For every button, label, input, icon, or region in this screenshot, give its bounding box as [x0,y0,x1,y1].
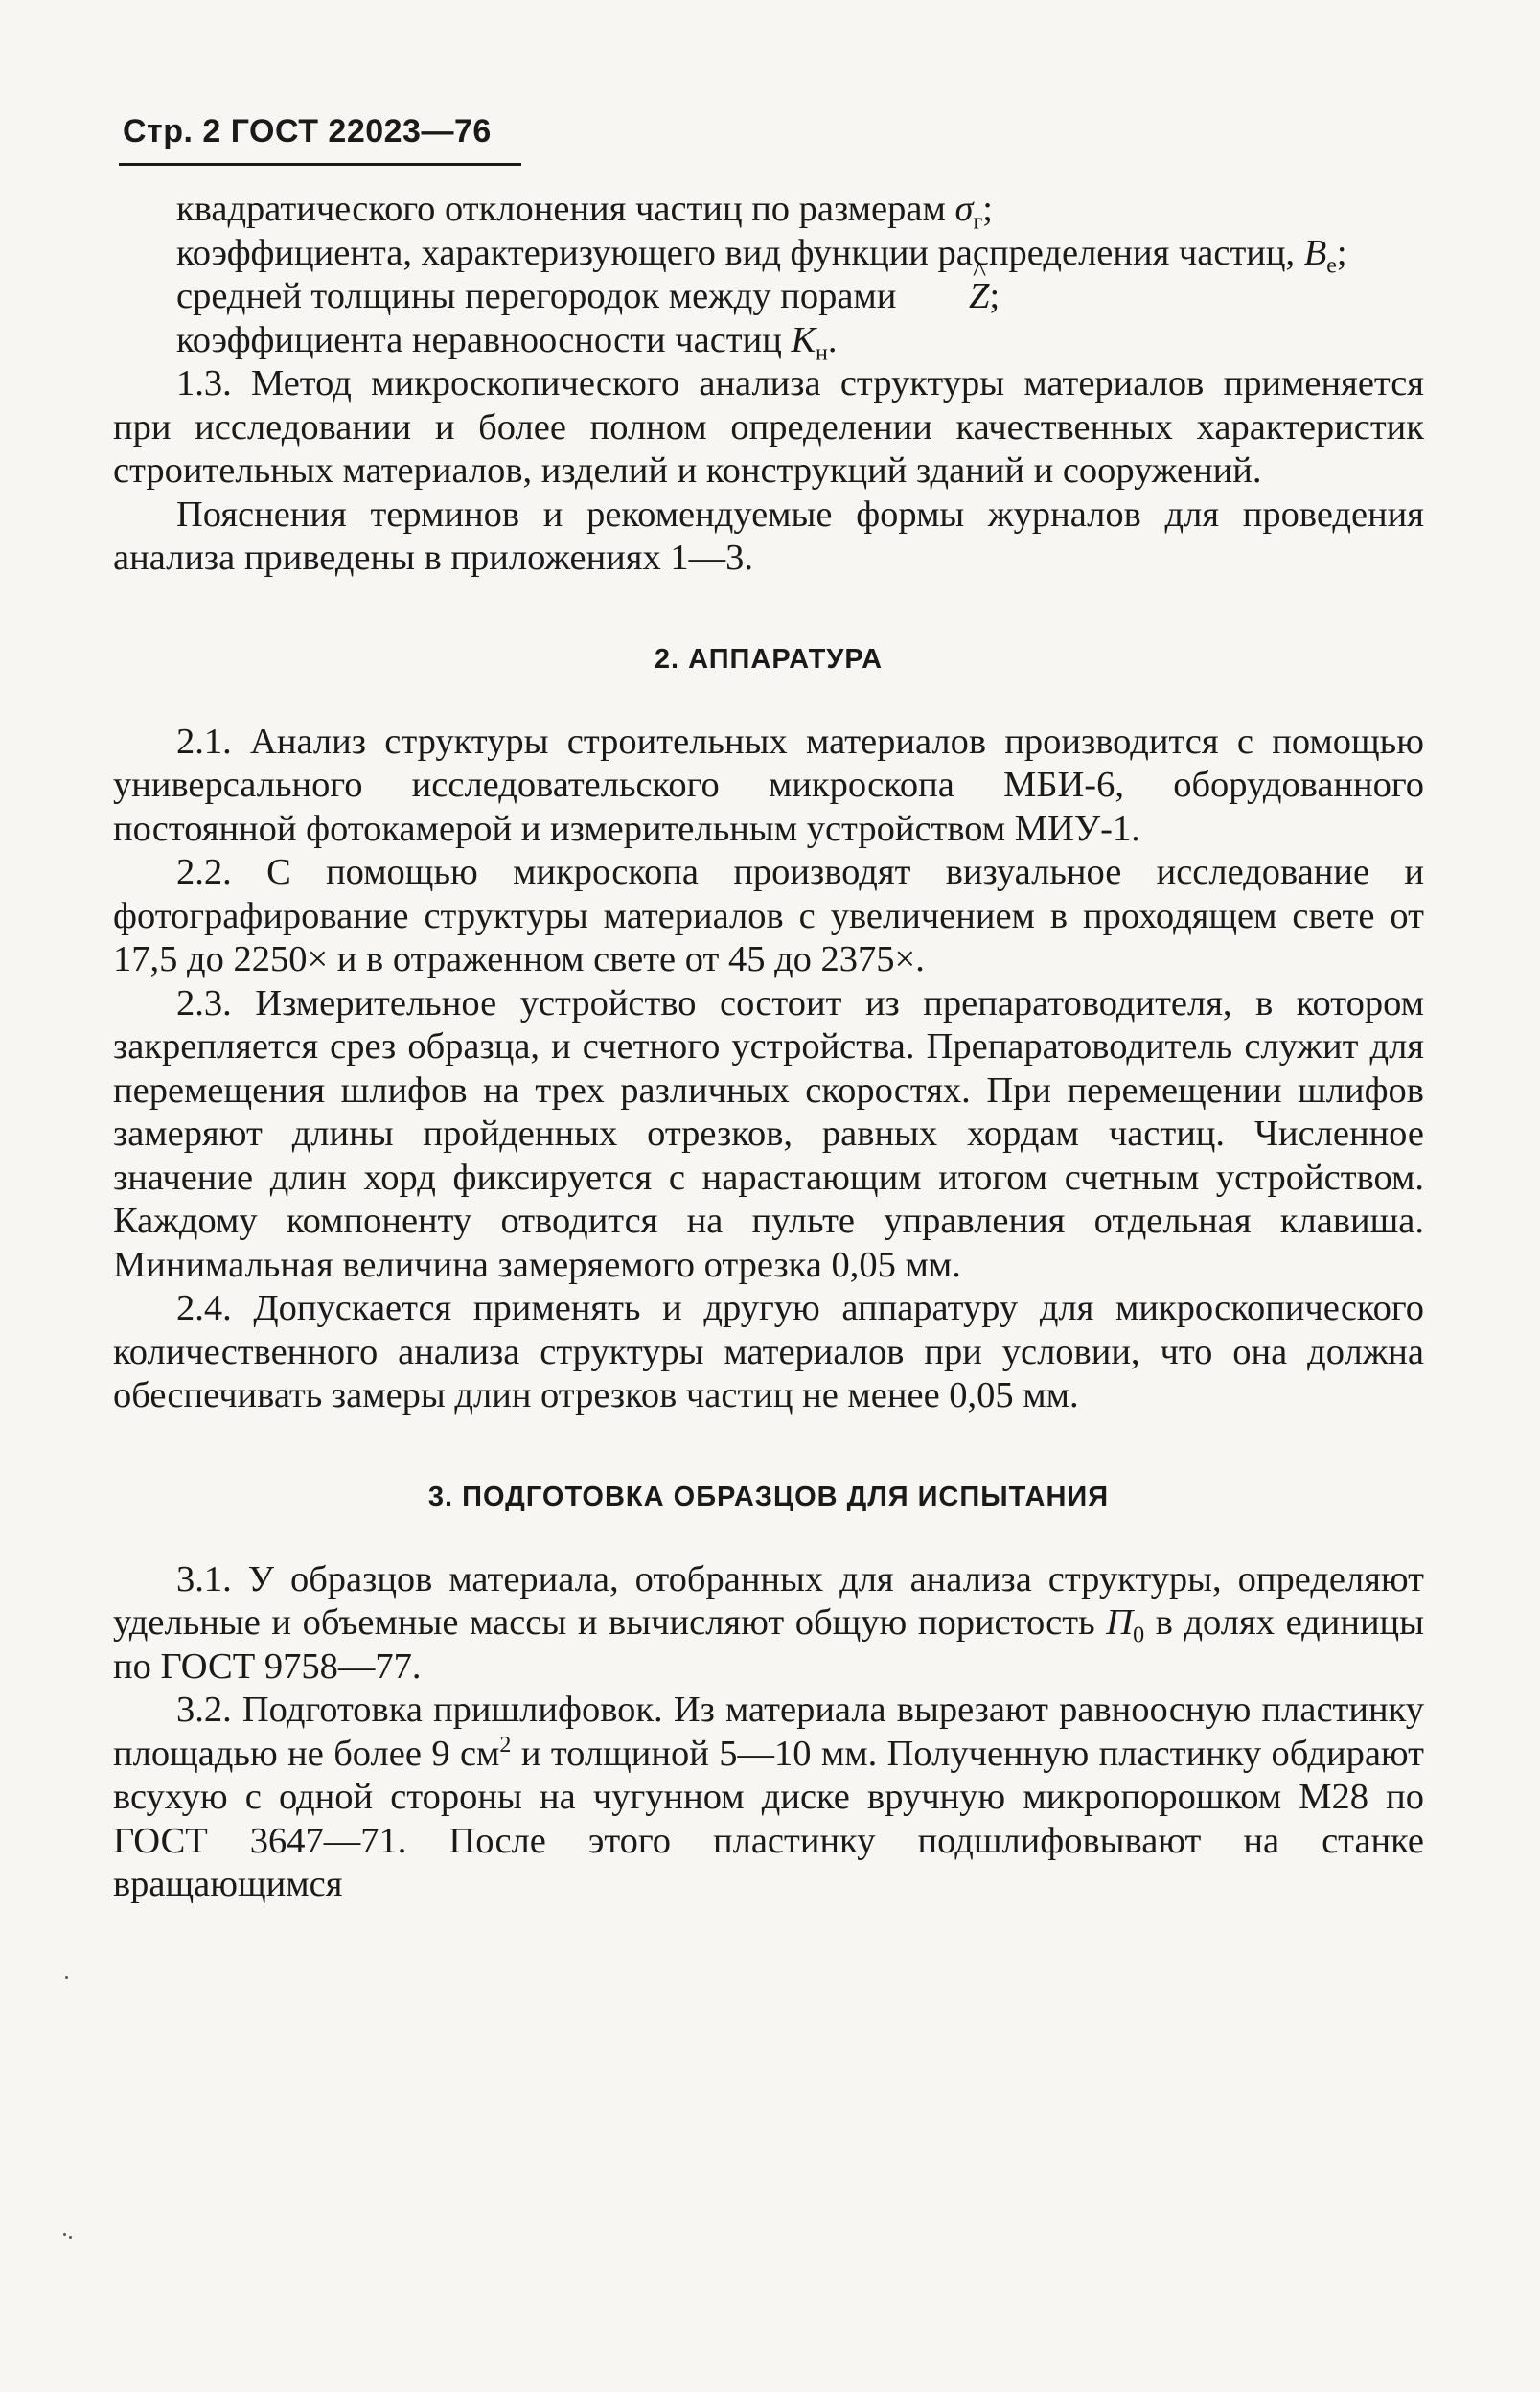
b-symbol: В [1303,232,1327,273]
cm-superscript: 2 [499,1732,512,1758]
header-rule [119,163,521,166]
paragraph-3-1: 3.1. У образцов материала, отобранных для анализа структуры, определяют удельные и объемные массы и вычисляют общую пористость $П_0$ в долях единицы по ГОСТ 9758—77. [113,1558,1425,1687]
scan-speck [65,1976,68,1979]
page-header: Стр. 2 ГОСТ 22023—76 [123,113,492,150]
scan-speck [69,2236,72,2239]
section-2-heading: 2. АППАРАТУРА [654,643,884,675]
intro-line-thickness: средней толщины перегородок между порами ^ Z; [113,275,1424,319]
scan-speck [63,2233,66,2236]
z-hat-symbol: ^ Z [906,275,989,319]
paragraph-3-2: 3.2. Подготовка пришлифовок. Из материала вырезают равноосную пластинку площадью не более 9 $см^2$ и толщиной 5—10 мм. Полученную пластинку обдирают всухую с одной стороны на чугунном диске вручную микропорошком М28 по ГОСТ 3647—71. После этого пластинку подшлифовывают на станке вращающимся [113,1690,1424,1904]
document-body [113,188,1424,1907]
k-symbol: К [791,319,816,360]
sigma-subscript: г [973,209,983,235]
paragraph-2-2: 2.2. С помощью микроскопа производят визуальное исследование и фотографирование структуры материалов с увеличением в проходящем свете от 17,5 до 2250× и в отраженном свете от 45 до 2375×. [113,852,1424,979]
p-symbol: П [1106,1602,1134,1643]
p-subscript: 0 [1133,1622,1145,1648]
b-subscript: e [1326,253,1337,279]
sigma-symbol: σ [954,189,974,229]
k-subscript: н [816,340,828,366]
paragraph-2-3: 2.3. Измерительное устройство состоит из препаратоводителя, в котором закрепляется срез образца, и счетного устройства. Препаратоводитель служит для перемещения шлифов на трех различных скоростях. При перемещении шлифов замеряют длины пройденных отрезков, равных хордам частиц. Численное значение длин хорд фиксируется с нарастающим итогом счетным устройством. Каждому компоненту отводится на пульте управления отдельная клавиша. Минимальная величина замеряемого отрезка 0,05 мм. [113,982,1424,1285]
paragraph-2-4: 2.4. Допускается применять и другую аппаратуру для микроскопического количественного анализа структуры материалов при условии, что она должна обеспечивать замеры длин отрезков частиц не менее 0,05 мм. [113,1288,1424,1415]
paragraph-2-1: 2.1. Анализ структуры строительных материалов производится с помощью универсального исследовательского микроскопа МБИ-6, оборудованного постоянной фотокамерой и измерительным устройством МИУ-1. [113,721,1424,849]
paragraph-1-3: 1.3. Метод микроскопического анализа структуры материалов применяется при исследовании и более полном определении качественных характеристик строительных материалов, изделий и конструкций зданий и сооружений. [113,363,1424,491]
intro-line-sigma: квадратического отклонения частиц по размерам $\sigma_г$; [176,189,993,235]
intro-line-coefficient: коэффициента, характеризующего вид функции распределения частиц, $В_e$; [176,232,1347,279]
intro-line-nonequiaxial: коэффициента неравноосности частиц $К_н$. [176,319,838,366]
paragraph-explanations: Пояснения терминов и рекомендуемые формы журналов для проведения анализа приведены в приложениях 1—3. [113,494,1424,578]
section-3-heading: 3. ПОДГОТОВКА ОБРАЗЦОВ ДЛЯ ИСПЫТАНИЯ [427,1481,1110,1512]
